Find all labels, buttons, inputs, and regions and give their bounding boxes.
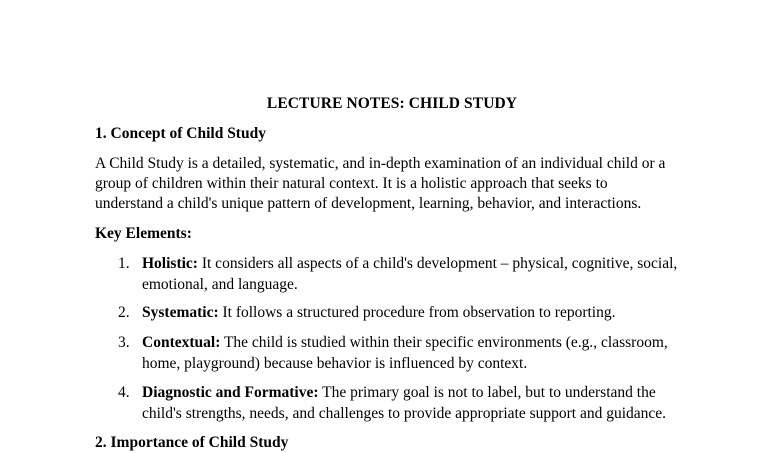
list-item-body bbox=[142, 303, 722, 324]
paragraph-line: understand a child's unique pattern of development, learning, behavior, and interactions. bbox=[95, 195, 642, 212]
list-item-body bbox=[142, 333, 722, 374]
list-item-text: emotional, and language. bbox=[142, 275, 298, 293]
concept-paragraph bbox=[95, 154, 705, 214]
section-heading-concept: 1. Concept of Child Study bbox=[95, 125, 266, 142]
paragraph-line: A Child Study is a detailed, systematic, and in-depth examination of an individual child or a bbox=[95, 155, 666, 172]
list-item-body bbox=[142, 383, 722, 424]
list-item-text: The child is studied within their specific environments (e.g., classroom, bbox=[220, 334, 668, 351]
paragraph-line: group of children within their natural context. It is a holistic approach that seeks to bbox=[95, 175, 608, 192]
list-item-text: It considers all aspects of a child's development – physical, cognitive, social, bbox=[197, 255, 678, 272]
list-item-text: It follows a structured procedure from observation to reporting. bbox=[218, 304, 616, 321]
list-item-number: 2. bbox=[118, 304, 130, 321]
list-item-text: The primary goal is not to label, but to understand the bbox=[318, 384, 656, 401]
list-item-number: 4. bbox=[118, 384, 130, 401]
list-item-term: Diagnostic and Formative: bbox=[142, 384, 319, 401]
list-item-term: Systematic: bbox=[142, 304, 219, 321]
list-item-number: 3. bbox=[118, 334, 130, 351]
list-item-term: Holistic: bbox=[142, 255, 198, 272]
section-heading-importance: 2. Importance of Child Study bbox=[95, 434, 289, 451]
key-elements-heading: Key Elements: bbox=[95, 225, 192, 242]
list-item-number: 1. bbox=[118, 255, 130, 272]
list-item-text: home, playground) because behavior is influenced by context. bbox=[142, 354, 528, 372]
list-item-term: Contextual: bbox=[142, 334, 221, 351]
list-item-body bbox=[142, 254, 722, 295]
document-title: LECTURE NOTES: CHILD STUDY bbox=[266, 95, 518, 112]
list-item-text: child's strengths, needs, and challenges to provide appropriate support and guidance. bbox=[142, 404, 667, 422]
